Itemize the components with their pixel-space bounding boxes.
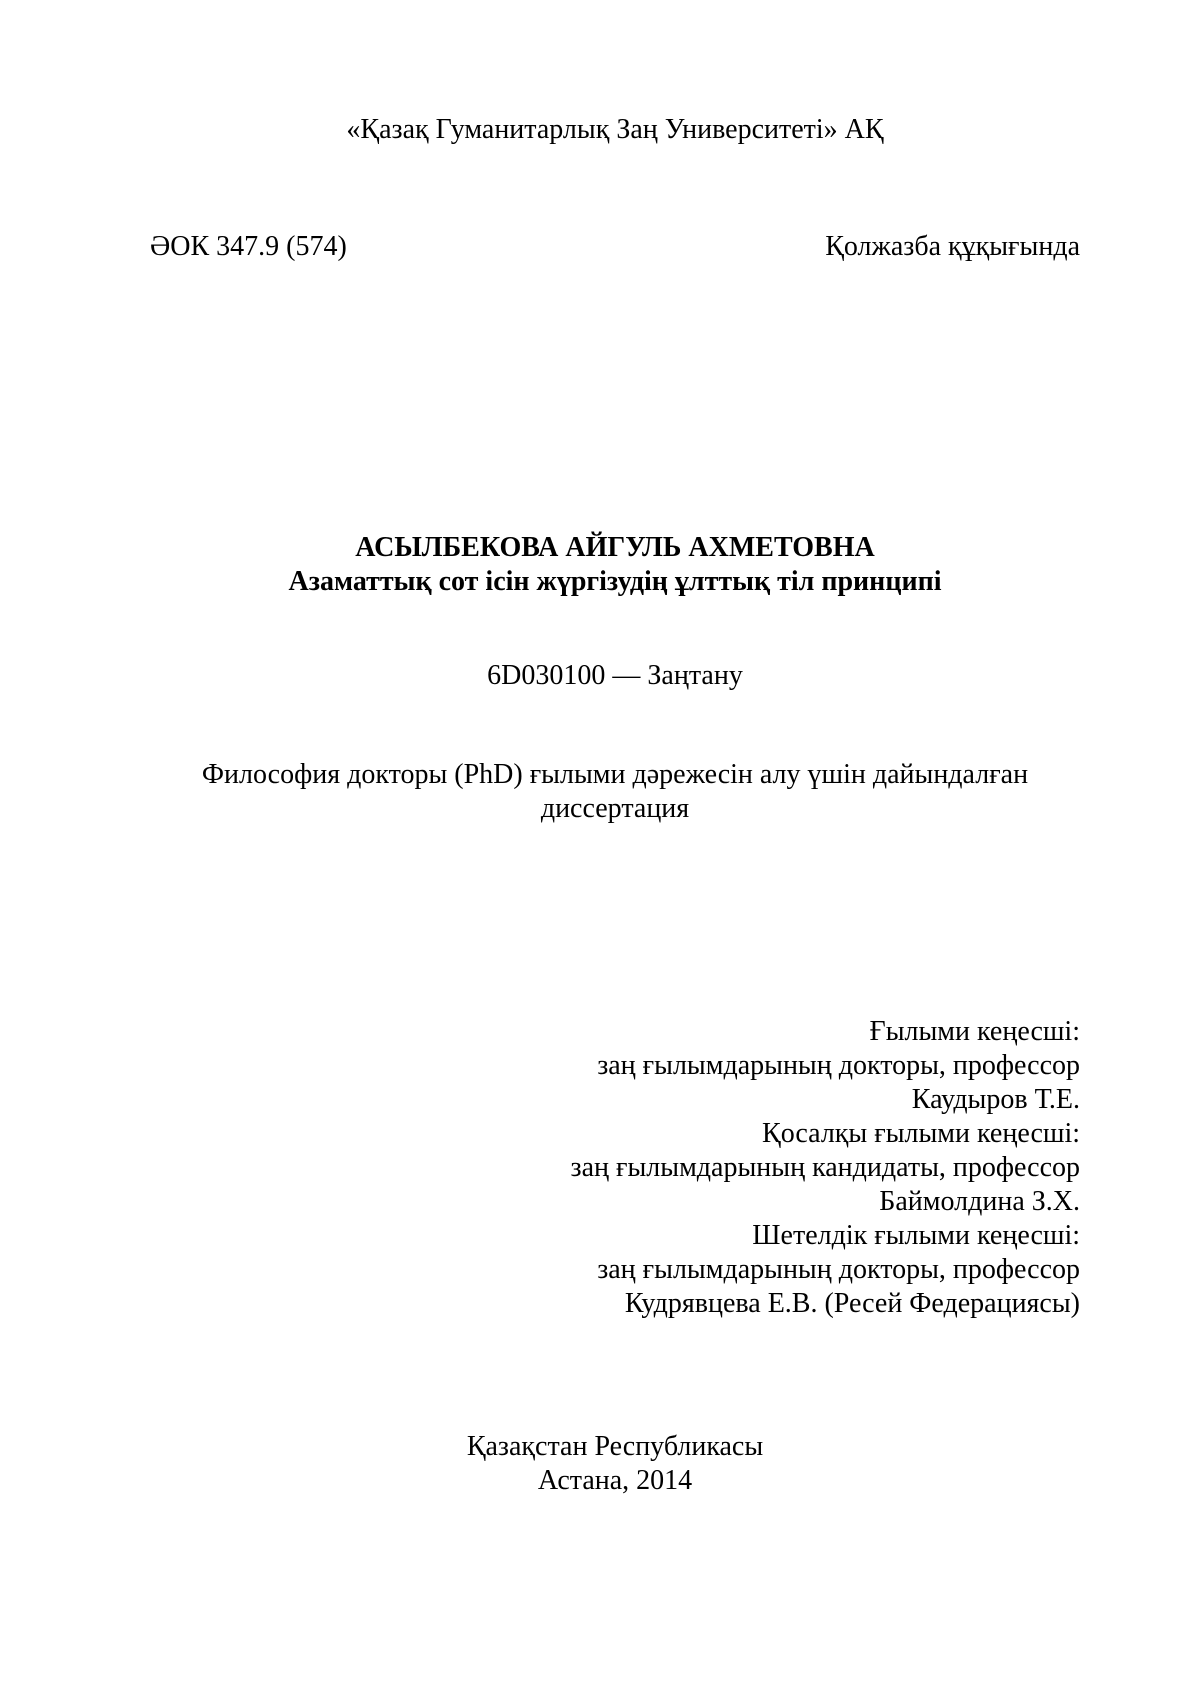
degree-statement-line2: диссертация — [540, 793, 690, 824]
scientific-advisor-name: Каудыров Т.Е. — [911, 1084, 1080, 1115]
co-advisor-name: Баймолдина З.Х. — [879, 1186, 1080, 1217]
co-advisor-degree: заң ғылымдарының кандидаты, профессор — [570, 1152, 1080, 1183]
degree-statement — [150, 758, 1080, 826]
udc-code: ӘОК 347.9 (574) — [150, 231, 347, 262]
scientific-advisor-degree: заң ғылымдарының докторы, профессор — [597, 1050, 1080, 1081]
dissertation-title: Азаматтық сот ісін жүргізудің ұлттық тіл принципі — [288, 566, 942, 597]
title-block — [150, 531, 1080, 599]
co-advisor-heading: Қосалқы ғылыми кеңесші: — [762, 1118, 1080, 1149]
advisors-block — [150, 1015, 1080, 1321]
scientific-advisor-heading: Ғылыми кеңесші: — [869, 1016, 1080, 1047]
city-and-year: Астана, 2014 — [537, 1465, 693, 1496]
footer-block — [150, 1430, 1080, 1498]
degree-statement-line1: Философия докторы (PhD) ғылыми дәрежесін алу үшін дайындалған — [201, 759, 1029, 790]
organization-name: «Қазақ Гуманитарлық Заң Университеті» АҚ — [346, 114, 884, 145]
author-name: АСЫЛБЕКОВА АЙГУЛЬ АХМЕТОВНА — [355, 532, 875, 563]
specialty-code: 6D030100 — Заңтану — [487, 660, 743, 691]
udc-row — [150, 230, 1080, 264]
country-name: Қазақстан Республикасы — [466, 1431, 764, 1462]
manuscript-rights-note: Қолжазба құқығында — [825, 231, 1080, 262]
foreign-advisor-name: Кудрявцева Е.В. (Ресей Федерациясы) — [624, 1288, 1080, 1319]
foreign-advisor-degree: заң ғылымдарының докторы, профессор — [597, 1254, 1080, 1285]
foreign-advisor-heading: Шетелдік ғылыми кеңесші: — [752, 1220, 1080, 1251]
